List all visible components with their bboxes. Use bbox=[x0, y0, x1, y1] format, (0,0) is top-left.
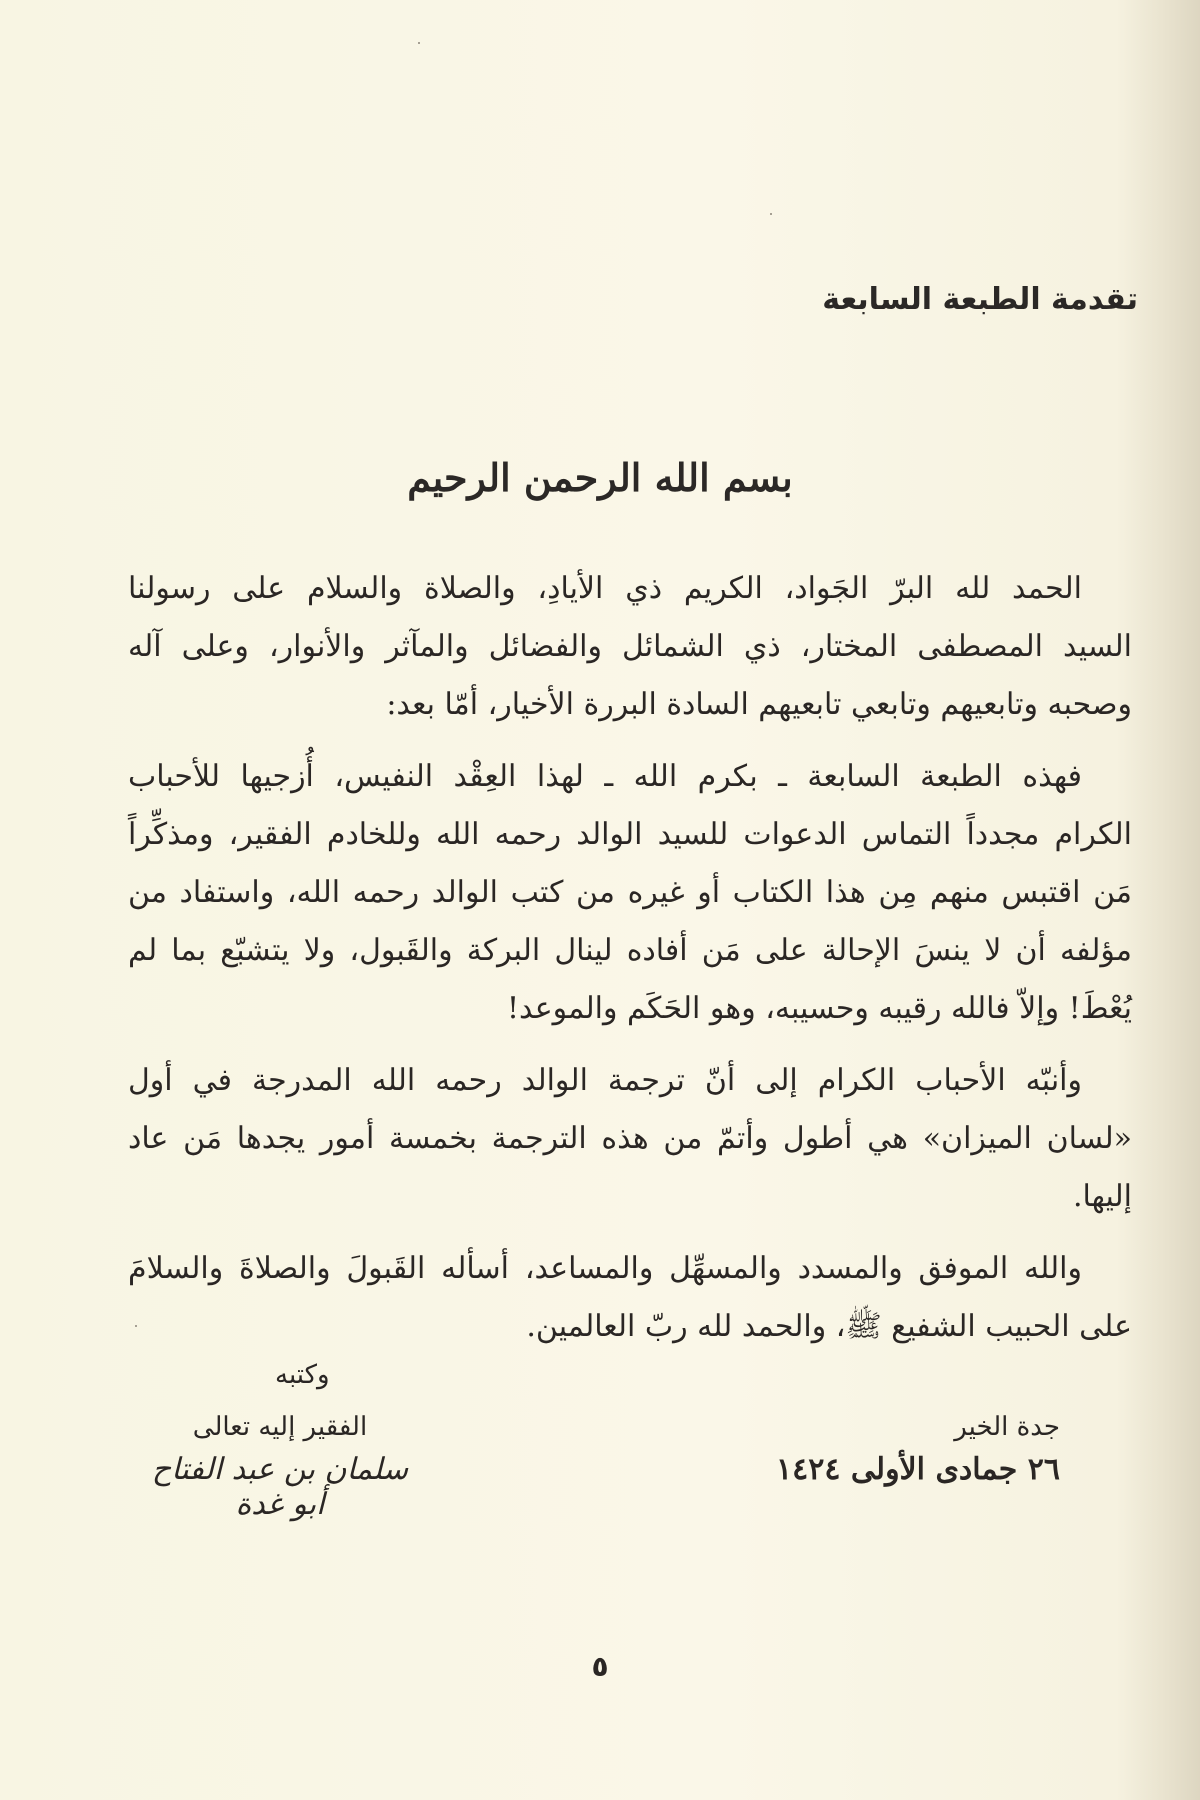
paragraph-closing bbox=[128, 1240, 1132, 1356]
text-line: الكرام مجدداً التماس الدعوات للسيد الوالد رحمه الله وللخادم الفقير، ومذكِّراً bbox=[128, 817, 1132, 852]
signature-place-date bbox=[776, 1412, 1060, 1487]
author-name: سلمان بن عبد الفتاح أبو غدة bbox=[151, 1452, 409, 1522]
paper-speck bbox=[135, 1325, 137, 1327]
text-line: فهذه الطبعة السابعة ـ بكرم الله ـ لهذا العِقْد النفيس، أُزجيها للأحباب bbox=[128, 759, 1082, 794]
paper-speck bbox=[418, 42, 420, 44]
paper-speck bbox=[770, 213, 772, 215]
paragraph-seventh-edition bbox=[128, 748, 1132, 1038]
text-line: مؤلفه أن لا ينسَ الإحالة على مَن أفاده لينال البركة والقَبول، ولا يتشبّع بما لم bbox=[128, 933, 1132, 968]
author-title: الفقير إليه تعالى bbox=[192, 1412, 368, 1442]
basmala-calligraphy: بسم الله الرحمن الرحيم bbox=[407, 455, 793, 500]
signature-wrote-label: وكتبه bbox=[275, 1360, 330, 1390]
page-number: ٥ bbox=[591, 1650, 609, 1683]
text-line: الحمد لله البرّ الجَواد، الكريم ذي الأيادِ، والصلاة والسلام على رسولنا bbox=[128, 571, 1082, 606]
text-line: يُعْطَ! وإلاّ فالله رقيبه وحسيبه، وهو الحَكَم والموعد! bbox=[506, 991, 1132, 1026]
paragraph-note bbox=[128, 1052, 1132, 1226]
preface-body bbox=[128, 560, 1132, 1370]
text-line: وأنبّه الأحباب الكرام إلى أنّ ترجمة الوالد رحمه الله المدرجة في أول bbox=[128, 1063, 1082, 1098]
text-line: وصحبه وتابعيهم وتابعي تابعيهم السادة البررة الأخيار، أمّا بعد: bbox=[386, 687, 1132, 722]
text-line: مَن اقتبس منهم مِن هذا الكتاب أو غيره من كتب الوالد رحمه الله، واستفاد من bbox=[128, 875, 1132, 910]
text-line: «لسان الميزان» هي أطول وأتمّ من هذه الترجمة بخمسة أمور يجدها مَن عاد إليها. bbox=[128, 1121, 1132, 1214]
text-line: السيد المصطفى المختار، ذي الشمائل والفضائل والمآثر والأنوار، وعلى آله bbox=[128, 629, 1132, 664]
text-line: والله الموفق والمسدد والمسهِّل والمساعد، أسأله القَبولَ والصلاةَ والسلامَ bbox=[128, 1251, 1082, 1286]
signature-author bbox=[150, 1412, 410, 1522]
paragraph-opening bbox=[128, 560, 1132, 734]
signature-place: جدة الخير bbox=[954, 1412, 1060, 1442]
text-line: على الحبيب الشفيع ﷺ، والحمد لله ربّ العالمين. bbox=[526, 1309, 1132, 1344]
signature-date: ٢٦ جمادى الأولى ١٤٢٤ bbox=[776, 1452, 1060, 1487]
section-heading: تقدمة الطبعة السابعة bbox=[822, 282, 1138, 317]
